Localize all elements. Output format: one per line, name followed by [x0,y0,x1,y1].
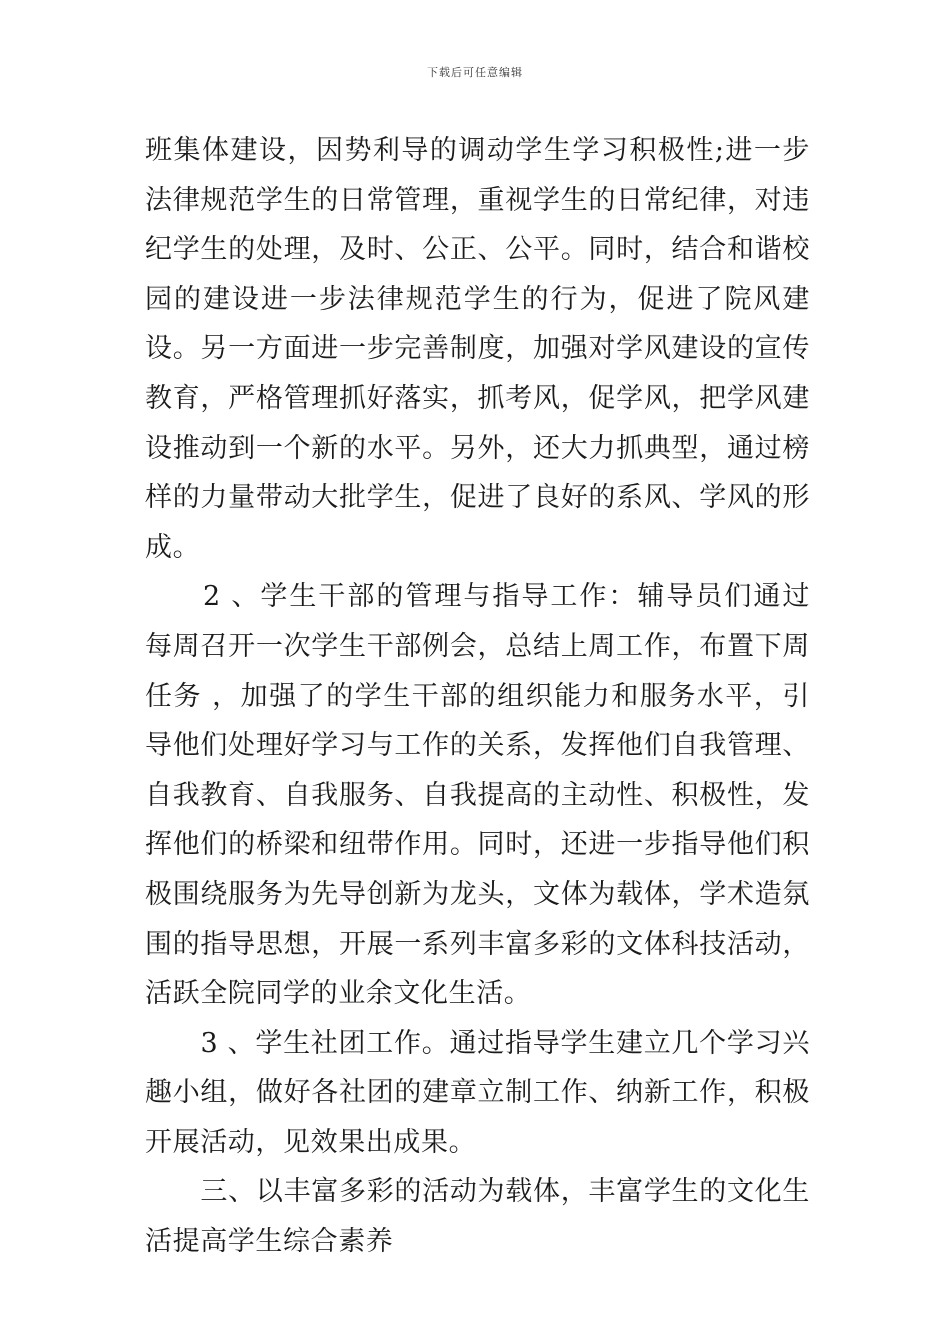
document-body [145,126,820,1267]
paragraph-student-clubs: 3 、学生社团工作。通过指导学生建立几个学习兴趣小组，做好各社团的建章立制工作、纳新工作，积极开展活动，见效果出成果。 [145,1027,810,1158]
paragraph-section-three-heading: 三、以丰富多彩的活动为载体，丰富学生的文化生活提高学生综合素养 [145,1176,810,1258]
header-note: 下载后可任意编辑 [427,66,523,79]
paragraph-student-cadre: 2 、学生干部的管理与指导工作：辅导员们通过 每周召开一次学生干部例会，总结上周工作，布置下周任务 ，加强了的学生干部的组织能力和服务水平，引导他们处理好学习与工作的关系，发挥他们自我管理、自我教育、自我服务、自我提高的主动性、积极性，发挥他们的桥梁和纽带作用。同时，还进一步指导他们积极围绕服务为先导创新为龙头，文体为载体，学术造氛围的指导思想，开展一系列丰富多彩的文体科技活动，活跃全院同学的业余文化生活。 [145,581,820,1010]
paragraph-class-building: 班集体建设，因势利导的调动学生学习积极性;进一步法律规范学生的日常管理，重视学生的日常纪律，对违纪学生的处理，及时、公正、公平。同时，结合和谐校园的建设进一步法律规范学生的行为，促进了院风建设。另一方面进一步完善制度，加强对学风建设的宣传教育，严格管理抓好落实，抓考风，促学风，把学风建设推动到一个新的水平。另外，还大力抓典型，通过榜样的力量带动大批学生，促进了良好的系风、学风的形成。 [145,135,810,563]
